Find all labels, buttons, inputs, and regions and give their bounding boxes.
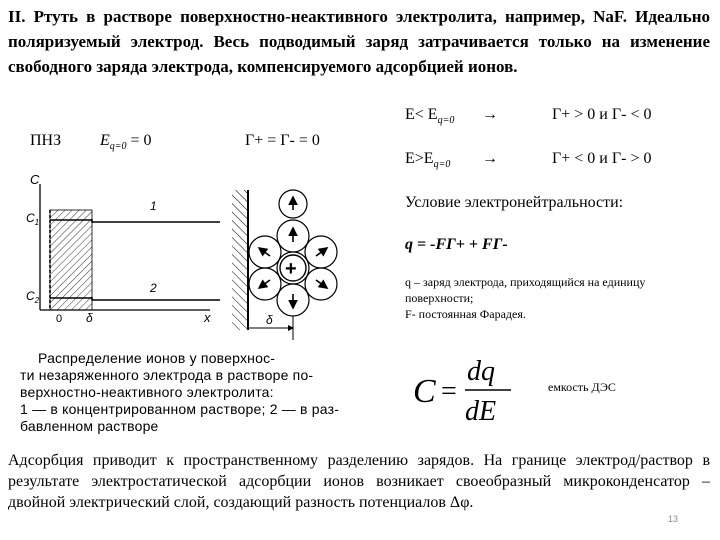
condition-lhs: E>E (405, 150, 434, 167)
electroneutrality-label: Условие электронейтральности: (405, 194, 624, 211)
origin-label: 0 (56, 313, 63, 325)
capacitance-formula (405, 350, 545, 430)
e-value: = 0 (130, 132, 152, 149)
capacitance-eq: = (441, 376, 457, 407)
cation-plus: + (285, 258, 297, 280)
caption-line: 1 — в концентрированном растворе; 2 — в раз- (20, 401, 340, 417)
bottom-paragraph: Адсорбция приводит к пространственному разделению зарядов. На границе электрод/раствор в результате электростатической адсорбции ионов возникает своеобразный микроконденсатор – двойной электрический слой, создающий разность потенциалов Δφ. (8, 452, 710, 511)
definition-q-line1: q – заряд электрода, приходящийся на единицу (405, 275, 646, 289)
capacitance-label: емкость ДЭС (548, 380, 616, 394)
definition-f: F- постоянная Фарадея. (405, 307, 526, 321)
condition-arrow: → (482, 106, 498, 123)
condition-rhs: Г+ > 0 и Г- < 0 (552, 106, 652, 123)
figure-caption (20, 350, 360, 435)
delta-label: δ (86, 311, 93, 325)
c2-label: $C_2$ (26, 289, 40, 305)
definition-q-line2: поверхности; (405, 291, 474, 305)
definition-q (405, 274, 645, 322)
capacitance-den: dE (465, 396, 497, 427)
capacitance-c: C (413, 373, 436, 410)
condition-sub: q=0 (433, 159, 451, 171)
condition-arrow: → (482, 150, 498, 167)
axis-c-label: C (30, 172, 40, 187)
caption-line: бавленном растворе (20, 418, 159, 434)
e-symbol: E (100, 132, 110, 149)
electroneutrality-formula: q = -FГ+ + FГ- (405, 236, 508, 253)
capacitance-num: dq (467, 356, 495, 387)
curve-2-label: 2 (150, 281, 157, 295)
hatched-region (50, 210, 92, 310)
caption-line: ти незаряженного электрода в растворе по- (20, 367, 314, 383)
e-subscript: q=0 (109, 141, 127, 153)
pzc-label: ПНЗ (30, 132, 62, 149)
condition-lhs: E< E (405, 106, 438, 123)
condition-sub: q=0 (437, 115, 455, 127)
ion-distribution-figure (20, 170, 365, 345)
c1-label: $C_1$ (26, 211, 40, 227)
condition-negative (405, 106, 454, 126)
caption-line: верхностно-неактивного электролита: (20, 384, 274, 400)
slide-number: 13 (668, 514, 679, 524)
solvated-cation (249, 190, 337, 316)
condition-rhs: Г+ < 0 и Г- > 0 (552, 150, 652, 167)
axis-x-label: x (204, 310, 211, 325)
caption-line: Распределение ионов у поверхнос- (38, 350, 276, 366)
delta-dim-label: δ (266, 313, 273, 327)
slide-title: II. Ртуть в растворе поверхностно-неактивного электролита, например, NaF. Идеально поляризуемый электрод. Весь подводимый заряд затрачивается только на изменение свободного заряда электрода, компенсируемого адсорбцией ионов. (8, 7, 710, 76)
curve-1-label: 1 (150, 199, 157, 213)
pzc-potential (100, 132, 152, 152)
electrode-wall (232, 190, 248, 330)
condition-positive (405, 150, 450, 170)
pzc-gamma: Г+ = Г- = 0 (245, 132, 320, 149)
